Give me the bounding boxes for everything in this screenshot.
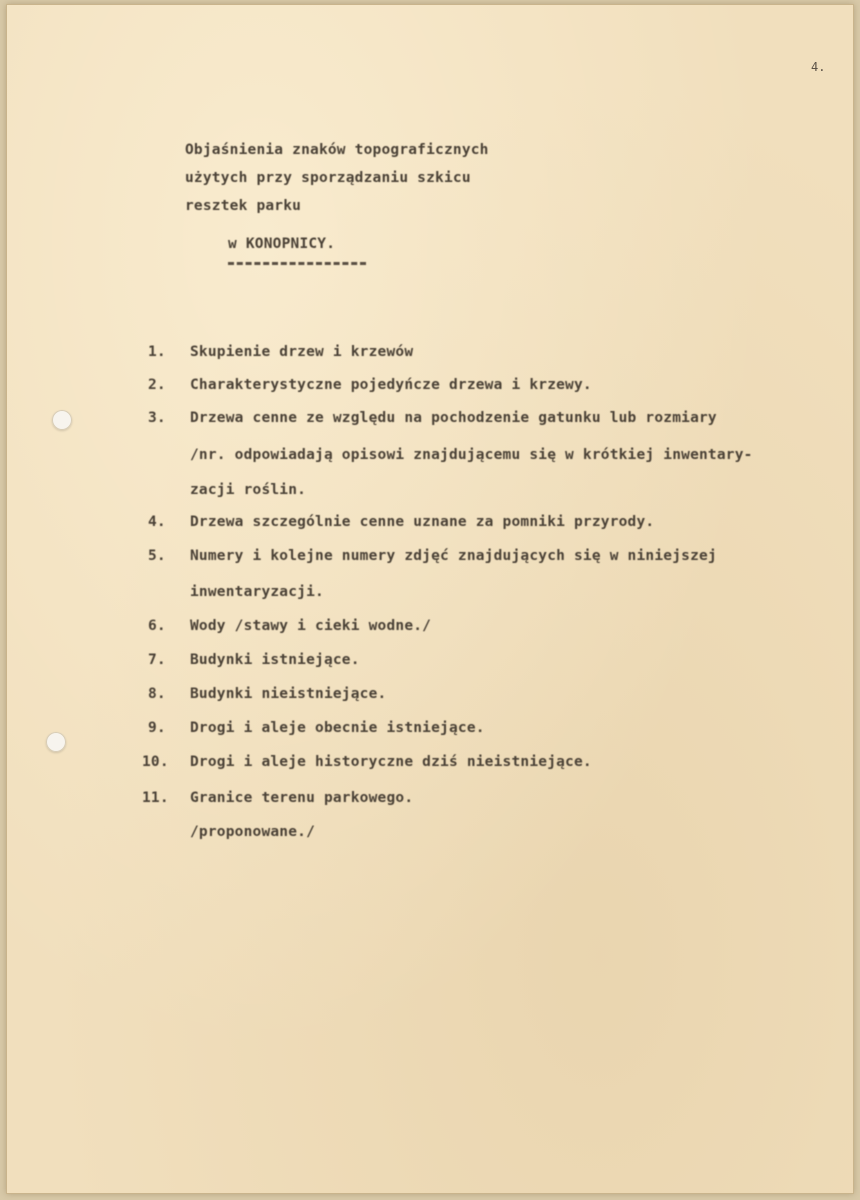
list-item-3-line-2: /nr. odpowiadają opisowi znajdującemu się w krótkiej inwentary-: [190, 447, 753, 463]
list-item-3: [148, 410, 717, 426]
item-number: 6.: [148, 618, 166, 634]
list-item-5-line-2: inwentaryzacji.: [190, 584, 324, 600]
item-text: Drzewa szczególnie cenne uznane za pomniki przyrody.: [190, 514, 655, 530]
item-text: Drogi i aleje historyczne dziś nieistniejące.: [190, 754, 592, 770]
subtitle-underline: [228, 262, 366, 265]
item-text: Wody /stawy i cieki wodne./: [190, 618, 432, 634]
title-line-2: użytych przy sporządzaniu szkicu: [185, 170, 471, 186]
list-item-4: [148, 514, 654, 530]
list-item-11: [142, 790, 413, 806]
page-number: 4.: [811, 60, 826, 74]
item-number: 9.: [148, 720, 166, 736]
list-item-5: [148, 548, 717, 564]
item-number: 11.: [142, 790, 169, 806]
item-number: 3.: [148, 410, 166, 426]
title-line-1: Objaśnienia znaków topograficznych: [185, 142, 489, 158]
item-text: Budynki istniejące.: [190, 652, 360, 668]
list-item-1: [148, 344, 413, 360]
item-text: Drogi i aleje obecnie istniejące.: [190, 720, 485, 736]
item-text: Skupienie drzew i krzewów: [190, 344, 414, 360]
subtitle: w KONOPNICY.: [228, 236, 336, 252]
punch-hole-top: [52, 410, 72, 430]
list-item-11-line-2: /proponowane./: [190, 824, 316, 840]
list-item-10: [142, 754, 592, 770]
list-item-9: [148, 720, 485, 736]
item-text: Charakterystyczne pojedyńcze drzewa i krzewy.: [190, 377, 592, 393]
list-item-3-line-3: zacji roślin.: [190, 482, 307, 498]
item-number: 5.: [148, 548, 166, 564]
item-text: Granice terenu parkowego.: [190, 790, 414, 806]
item-number: 8.: [148, 686, 166, 702]
item-number: 4.: [148, 514, 166, 530]
item-number: 2.: [148, 377, 166, 393]
item-text: Budynki nieistniejące.: [190, 686, 387, 702]
punch-hole-bottom: [46, 732, 66, 752]
item-text: Drzewa cenne ze względu na pochodzenie gatunku lub rozmiary: [190, 410, 717, 426]
title-line-3: resztek parku: [185, 198, 302, 214]
item-number: 10.: [142, 754, 169, 770]
document-page: [6, 4, 854, 1194]
item-number: 7.: [148, 652, 166, 668]
list-item-7: [148, 652, 360, 668]
item-number: 1.: [148, 344, 166, 360]
list-item-8: [148, 686, 386, 702]
list-item-6: [148, 618, 431, 634]
item-text: Numery i kolejne numery zdjęć znajdujących się w niniejszej: [190, 548, 717, 564]
list-item-2: [148, 377, 592, 393]
